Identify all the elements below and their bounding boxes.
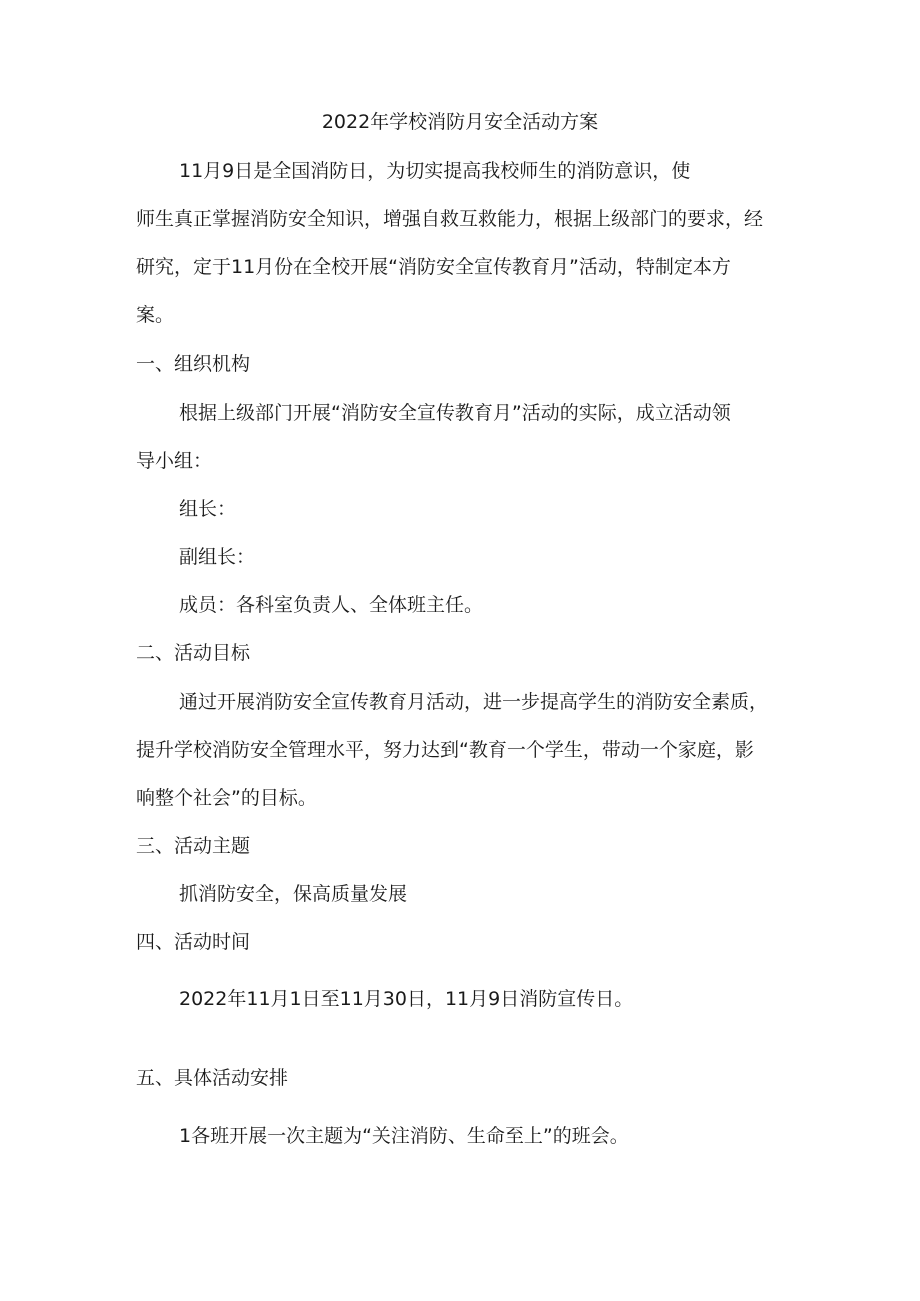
document-title: 2022年学校消防月安全活动方案 (321, 111, 599, 133)
time-text: 2022年11月1日至11月30日，11月9日消防宣传日。 (179, 988, 634, 1010)
intro-line-2: 师生真正掌握消防安全知识，增强自救互救能力，根据上级部门的要求，经 (136, 208, 764, 230)
intro-line-3: 研究，定于11月份在全校开展“消防安全宣传教育月”活动，特制定本方 (136, 256, 731, 278)
organization-para-line-1: 根据上级部门开展“消防安全宣传教育月”活动的实际，成立活动领 (179, 402, 731, 424)
theme-text: 抓消防安全，保高质量发展 (179, 883, 408, 905)
organization-deputy: 副组长： (179, 546, 256, 568)
organization-leader: 组长： (179, 498, 237, 520)
goal-line-3: 响整个社会”的目标。 (136, 787, 317, 809)
section-heading-organization: 一、组织机构 (136, 353, 251, 375)
intro-line-1: 11月9日是全国消防日，为切实提高我校师生的消防意识，使 (179, 160, 691, 182)
section-heading-arrangement: 五、具体活动安排 (136, 1067, 289, 1089)
section-heading-goal: 二、活动目标 (136, 642, 251, 664)
section-heading-theme: 三、活动主题 (136, 835, 251, 857)
goal-line-1: 通过开展消防安全宣传教育月活动，进一步提高学生的消防安全素质， (179, 691, 769, 713)
section-heading-time: 四、活动时间 (136, 931, 251, 953)
organization-para-line-2: 导小组： (136, 450, 213, 472)
intro-line-4: 案。 (136, 304, 175, 326)
goal-line-2: 提升学校消防安全管理水平，努力达到“教育一个学生，带动一个家庭，影 (136, 739, 754, 761)
organization-members: 成员：各科室负责人、全体班主任。 (179, 594, 484, 616)
arrangement-item-1: 1各班开展一次主题为“关注消防、生命至上”的班会。 (179, 1125, 629, 1147)
